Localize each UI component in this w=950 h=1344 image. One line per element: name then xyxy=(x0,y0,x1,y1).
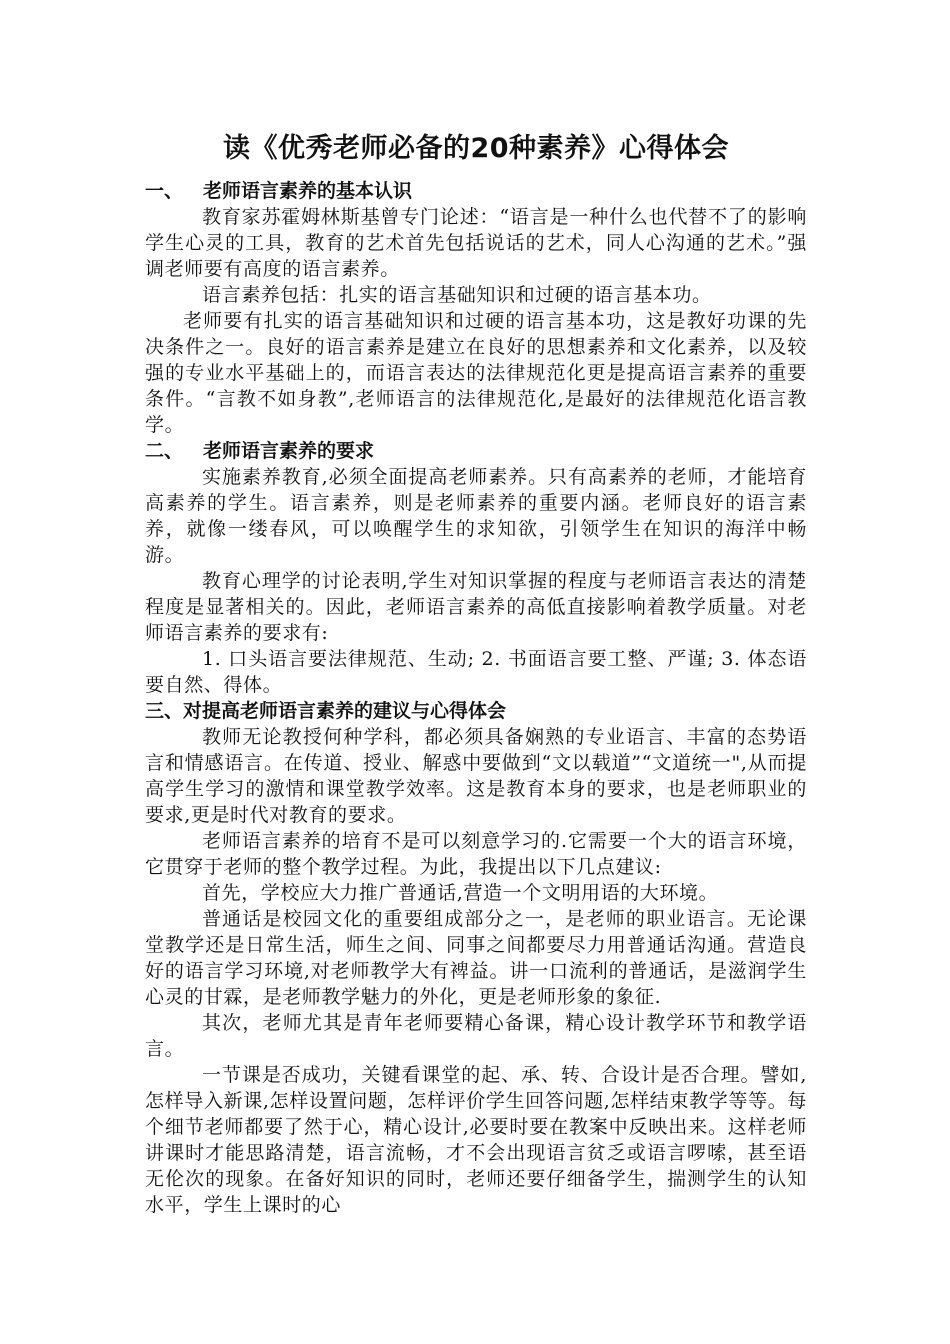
paragraph: 教育家苏霍姆林斯基曾专门论述：“语言是一种什么也代替不了的影响学生心灵的工具，教育的艺术首先包括说话的艺术，同人心沟通的艺术。”强调老师要有高度的语言素养。 xyxy=(145,206,807,280)
paragraph: 其次，老师尤其是青年老师要精心备课，精心设计教学环节和教学语言。 xyxy=(145,1012,807,1060)
section-heading xyxy=(145,178,807,204)
section-3 xyxy=(145,698,807,1218)
paragraph: 教师无论教授何种学科，都必须具备娴熟的专业语言、丰富的态势语言和情感语言。在传道、授业、解惑中要做到“文以载道”“文道统一",从而提高学生学习的激情和课堂教学效率。这是教育本身的要求，也是老师职业的要求,更是时代对教育的要求。 xyxy=(145,726,807,826)
paragraph: 老师要有扎实的语言基础知识和过硬的语言基本功，这是教好功课的先决条件之一。良好的语言素养是建立在良好的思想素养和文化素养，以及较强的专业水平基础上的，而语言表达的法律规范化更是提高语言素养的重要条件。“言教不如身教”,老师语言的法律规范化,是最好的法律规范化语言教学。 xyxy=(145,310,807,436)
paragraph: 一节课是否成功，关键看课堂的起、承、转、合设计是否合理。譬如,怎样导入新课,怎样设置问题，怎样评价学生回答问题,怎样结束教学等等。每个细节老师都要了然于心，精心设计,必要时要在教案中反映出来。这样老师讲课时才能思路清楚，语言流畅，才不会出现语言贫乏或语言啰嗦，甚至语无伦次的现象。在备好知识的同时，老师还要仔细备学生，揣测学生的认知水平，学生上课时的心 xyxy=(145,1064,807,1216)
section-number: 一、 xyxy=(145,180,184,202)
section-heading xyxy=(145,438,807,464)
section-heading-text: 对提高老师语言素养的建议与心得体会 xyxy=(183,700,507,722)
paragraph: 语言素养包括：扎实的语言基础知识和过硬的语言基本功。 xyxy=(202,284,712,306)
section-number: 二、 xyxy=(145,440,184,462)
section-number: 三、 xyxy=(145,700,184,722)
document-title: 读《优秀老师必备的20种素养》心得体会 xyxy=(222,133,730,164)
paragraph: 实施素养教育,必须全面提高老师素养。只有高素养的老师，才能培育高素养的学生。语言素养，则是老师素养的重要内涵。老师良好的语言素养，就像一缕春风，可以唤醒学生的求知欲，引领学生在知识的海洋中畅游。 xyxy=(145,466,807,566)
paragraph: 普通话是校园文化的重要组成部分之一，是老师的职业语言。无论课堂教学还是日常生活，师生之间、同事之间都要尽力用普通话沟通。营造良好的语言学习环境,对老师教学大有裨益。讲一口流利的普通话，是滋润学生心灵的甘霖，是老师教学魅力的外化，更是老师形象的象征. xyxy=(145,908,807,1008)
section-heading xyxy=(145,698,807,724)
paragraph: 老师语言素养的培育不是可以刻意学习的.它需要一个大的语言环境，它贯穿于老师的整个教学过程。为此，我提出以下几点建议: xyxy=(145,830,807,878)
paragraph: 首先，学校应大力推广普通话,营造一个文明用语的大环境。 xyxy=(202,882,719,904)
document-page xyxy=(145,126,807,1218)
section-heading-text: 老师语言素养的基本认识 xyxy=(203,180,413,202)
section-1 xyxy=(145,178,807,438)
section-heading-text: 老师语言素养的要求 xyxy=(203,440,375,462)
section-2 xyxy=(145,438,807,698)
paragraph: 教育心理学的讨论表明,学生对知识掌握的程度与老师语言表达的清楚程度是显著相关的。因此，老师语言素养的高低直接影响着教学质量。对老师语言素养的要求有: xyxy=(145,570,807,644)
paragraph: 1. 口头语言要法律规范、生动; 2. 书面语言要工整、严谨; 3. 体态语要自然、得体。 xyxy=(145,648,807,696)
